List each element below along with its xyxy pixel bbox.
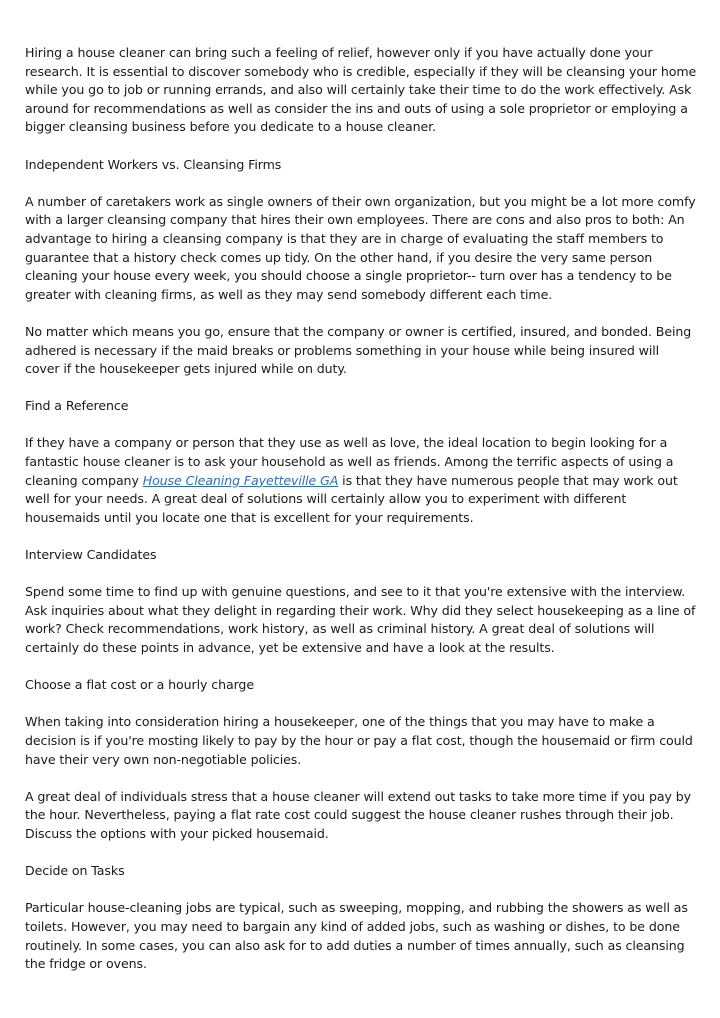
section-heading-independent-workers: Independent Workers vs. Cleansing Firms [25, 156, 282, 172]
section-heading-flat-cost: Choose a flat cost or a hourly charge [25, 677, 254, 693]
paragraph-independent-workers: A number of caretakers work as single owners of their own organization, but you might be a lot more comfy with a larger cleansing company that hires their own employees. There are cons and also pros to both: An advantage to hiring a cleansing company is that they are in charge of evaluating the staff members to guarantee that a history check comes up tidy. On the other hand, if you desire the very same person cleaning your house every week, you should choose a single proprietor-- turn over has a tendency to be greater with cleaning firms, as well as they may send somebody different each time. [25, 193, 696, 302]
section-heading-find-reference: Find a Reference [25, 398, 129, 414]
section-heading-tasks: Decide on Tasks [25, 863, 125, 879]
paragraph-interview: Spend some time to find up with genuine questions, and see to it that you're extensive with the interview. Ask inquiries about what they delight in regarding their work. Why did they select housekeeping as a line of work? Check recommendations, work history, as well as criminal history. A great deal of solutions will certainly do these points in advance, yet be extensive and have a look at the results. [25, 584, 696, 655]
paragraph-hourly-stress: A great deal of individuals stress that a house cleaner will extend out tasks to take more time if you pay by the hour. Nevertheless, paying a flat rate cost could suggest the house cleaner rushes through their job. Discuss the options with your picked housemaid. [25, 788, 691, 841]
section-heading-interview: Interview Candidates [25, 547, 157, 563]
document-body [25, 44, 697, 992]
paragraph-tasks: Particular house-cleaning jobs are typical, such as sweeping, mopping, and rubbing the showers as well as toilets. However, you may need to bargain any kind of added jobs, such as washing or dishes, to be done routinely. In some cases, you can also ask for to add duties a number of times annually, such as cleansing the fridge or ovens. [25, 900, 688, 972]
paragraph-find-reference [25, 434, 697, 527]
paragraph-text-before-link: If they have a company or person that they use as well as love, the ideal location to begin looking for a fantastic house cleaner is to ask your household as well as friends. Among the terrific aspects of using a cleaning company [25, 435, 674, 488]
paragraph-insured-bonded: No matter which means you go, ensure that the company or owner is certified, insured, and bonded. Being adhered is necessary if the maid breaks or problems something in your house while being insured will cover if the housekeeper gets injured while on duty. [25, 323, 692, 377]
house-cleaning-link[interactable]: House Cleaning Fayetteville GA [142, 472, 339, 488]
paragraph-intro: Hiring a house cleaner can bring such a feeling of relief, however only if you have actually done your research. It is essential to discover somebody who is credible, especially if they will be cleansing your home while you go to job or running errands, and also will certainly take their time to do the work effectively. Ask around for recommendations as well as consider the ins and outs of using a sole proprietor or employing a bigger cleansing business before you dedicate to a house cleaner. [25, 45, 697, 135]
paragraph-flat-cost: When taking into consideration hiring a housekeeper, one of the things that you may have to make a decision is if you're mosting likely to pay by the hour or pay a flat cost, though the housemaid or firm could have their very own non-negotiable policies. [25, 714, 693, 767]
paragraph-text-after-link: is that they have numerous people that may work out well for your needs. A great deal of solutions will certainly allow you to experiment with different housemaids until you locate one that is excellent for your requirements. [25, 472, 678, 525]
